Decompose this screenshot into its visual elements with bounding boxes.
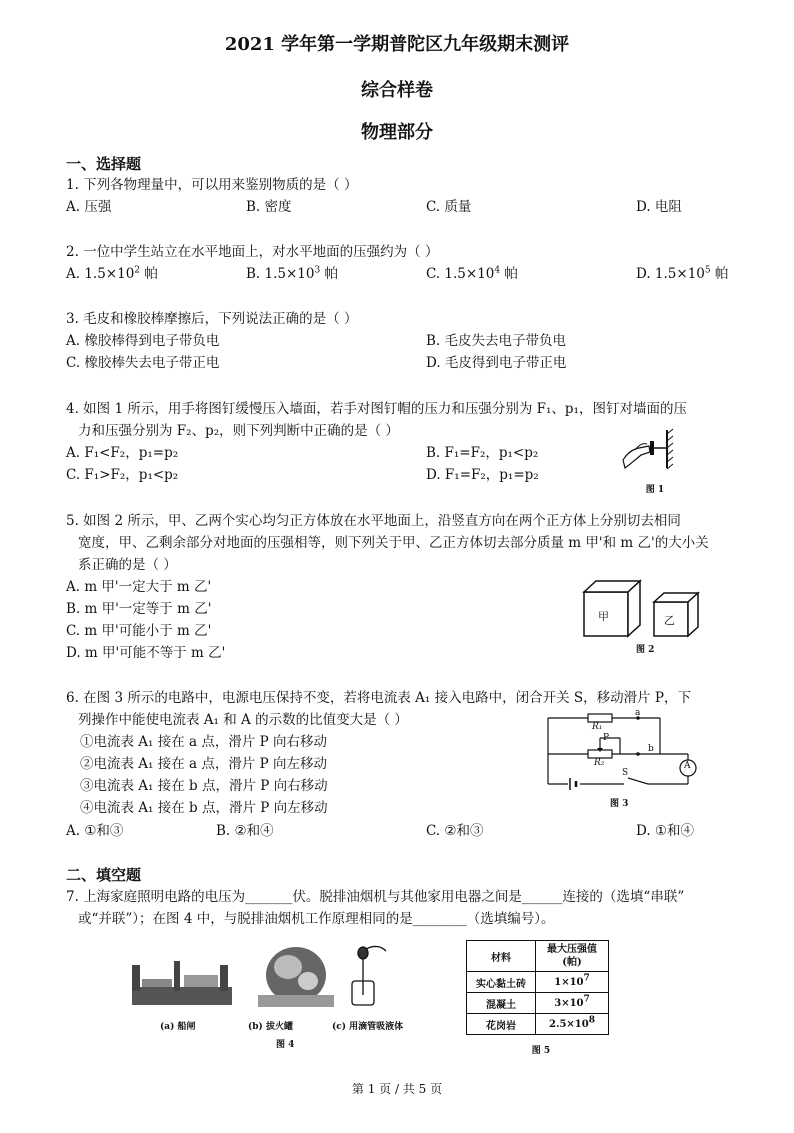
q1-option-a: A. 压强 [66,199,112,215]
q4-stem-line2: 力和压强分别为 F₂、p₂，则下列判断中正确的是（ ） [78,423,399,439]
figure-1-pushpin [615,428,675,495]
dropper-image [352,946,386,1005]
q6-option-b: B. ②和④ [216,823,274,839]
table-header-max-pressure: 最大压强值 (帕) [536,941,609,972]
q3-stem: 3. 毛皮和橡胶棒摩擦后，下列说法正确的是（ ） [66,311,358,327]
r2-label: R₂ [594,758,605,768]
page-footer: 第 1 页 / 共 5 页 [351,1082,443,1096]
q6-stem-line1: 6. 在图 3 所示的电路中，电源电压保持不变，若将电流表 A₁ 接入电路中，闭合开关 S，移动滑片 P，下 [66,690,692,706]
cube-jia-label: 甲 [598,610,609,623]
table-row [467,1014,609,1035]
pressure-table [466,940,609,1035]
q1-stem: 1. 下列各物理量中，可以用来鉴别物质的是（ ） [66,177,358,193]
q5-stem-line3: 系正确的是（ ） [78,557,177,573]
q5-stem-line2: 宽度，甲、乙剩余部分对地面的压强相等，则下列关于甲、乙正方体切去部分质量 m 甲'和 m 乙'的大小关 [78,535,709,551]
q2-option-a: A. $1.5\times 10^2$ 帕 [66,265,158,282]
slider-p-label: P [603,733,610,743]
table-header-material: 材料 [467,941,536,972]
table-row [467,972,609,993]
ship-lock-image [132,961,232,1005]
q5-option-a: A. m 甲'一定大于 m 乙' [66,579,212,595]
q6-option-c: C. ②和③ [426,823,484,839]
cube-yi-label: 乙 [664,614,675,627]
q7-stem-line1: 7. 上海家庭照明电路的电压为_______伏。脱排油烟机与其他家用电器之间是______连接的（选填“串联” [66,889,685,905]
q2-stem: 2. 一位中学生站立在水平地面上，对水平地面的压强约为（ ） [66,244,439,260]
q6-item-2: ②电流表 A₁ 接在 a 点，滑片 P 向左移动 [80,756,328,772]
q5-option-b: B. m 甲'一定等于 m 乙' [66,601,212,617]
q5-option-d: D. m 甲'可能不等于 m 乙' [66,645,226,661]
q3-option-b: B. 毛皮失去电子带负电 [426,333,567,349]
figure-5-table [466,940,616,1056]
q2-option-c: C. $1.5\times 10^4$ 帕 [426,265,518,282]
table-cell-value: $2.5\times 10^8$ [536,1014,609,1035]
q3-option-d: D. 毛皮得到电子带正电 [426,355,567,371]
table-cell-value: $1\times 10^7$ [536,972,609,993]
figure-4b-caption: (b) 拔火罐 [248,1022,293,1032]
q4-stem-line1: 4. 如图 1 所示，用手将图钉缓慢压入墙面，若手对图钉帽的压力和压强分别为 F₁、p₁，图钉对墙面的压 [66,401,687,417]
q3-option-a: A. 橡胶棒得到电子带负电 [66,333,220,349]
q6-option-a: A. ①和③ [66,823,124,839]
q4-option-b: B. F₁=F₂，p₁<p₂ [426,445,539,461]
q5-stem-line1: 5. 如图 2 所示，甲、乙两个实心均匀正方体放在水平地面上，沿竖直方向在两个正方体上分别切去相同 [66,513,681,529]
figure-1-caption: 图 1 [645,485,665,495]
q2-option-d: D. $1.5\times 10^5$ 帕 [636,265,729,282]
q1-option-d: D. 电阻 [636,199,682,215]
figure-2-caption: 图 2 [636,645,655,655]
q4-option-d: D. F₁=F₂，p₁=p₂ [426,467,539,483]
table-cell-value: $3\times 10^7$ [536,993,609,1014]
page-subtitle: 综合样卷 [361,80,433,101]
section-title-fill: 二、填空题 [66,866,142,884]
r1-label: R₁ [592,722,603,732]
table-cell-material: 实心黏土砖 [467,972,536,993]
figure-4-caption: 图 4 [276,1040,295,1050]
q7-stem-line2: 或“并联”）；在图 4 中，与脱排油烟机工作原理相同的是________（选填编号）。 [78,911,555,927]
figure-4c-caption: (c) 用滴管吸液体 [332,1022,404,1032]
section-title-choice: 一、选择题 [66,155,142,173]
figure-4a-caption: (a) 船闸 [160,1022,196,1032]
figure-3-circuit [540,708,710,808]
figure-4-photos [128,945,458,1055]
figure-5-caption: 图 5 [531,1046,551,1056]
q1-option-b: B. 密度 [246,199,292,215]
table-cell-material: 混凝土 [467,993,536,1014]
q3-option-c: C. 橡胶棒失去电子带正电 [66,355,220,371]
figure-3-caption: 图 3 [610,799,629,809]
q4-option-a: A. F₁<F₂，p₁=p₂ [66,445,179,461]
point-a-label: a [635,708,641,718]
cupping-image [258,947,334,1007]
figure-2-cubes [578,578,718,658]
q6-item-1: ①电流表 A₁ 接在 a 点，滑片 P 向右移动 [80,734,328,750]
q4-option-c: C. F₁>F₂，p₁<p₂ [66,467,179,483]
q5-option-c: C. m 甲'可能小于 m 乙' [66,623,212,639]
q6-stem-line2: 列操作中能使电流表 A₁ 和 A 的示数的比值变大是（ ） [78,712,408,728]
table-header-row [467,941,609,972]
table-cell-material: 花岗岩 [467,1014,536,1035]
switch-s-label: S [622,768,629,778]
point-b-label: b [648,744,654,754]
ammeter-a-label: A [684,761,691,771]
page-title: 2021 学年第一学期普陀区九年级期末测评 [224,34,570,55]
q1-option-c: C. 质量 [426,199,472,215]
part-title: 物理部分 [361,122,433,143]
q6-item-3: ③电流表 A₁ 接在 b 点，滑片 P 向右移动 [80,778,328,794]
q6-option-d: D. ①和④ [636,823,695,839]
q2-option-b: B. $1.5\times 10^3$ 帕 [246,265,338,282]
q6-item-4: ④电流表 A₁ 接在 b 点，滑片 P 向左移动 [80,800,328,816]
table-row [467,993,609,1014]
